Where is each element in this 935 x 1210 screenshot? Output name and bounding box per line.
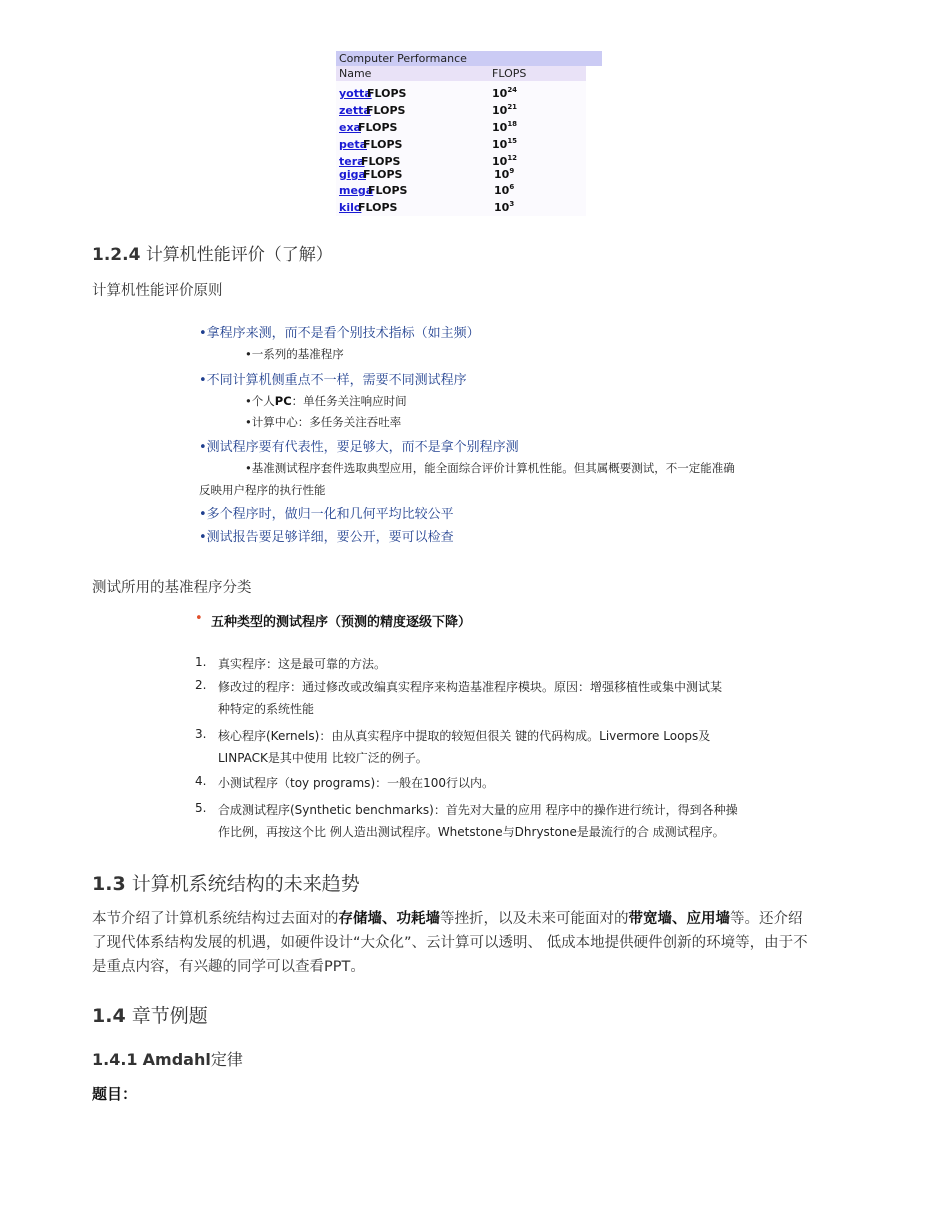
flops-value: $10^{12}$ — [492, 154, 518, 168]
bench-title: 五种类型的测试程序（预测的精度逐级下降） — [211, 615, 472, 630]
unit-label: FLOPS — [366, 104, 406, 117]
unit-label: FLOPS — [361, 155, 401, 168]
list-item-number: 1. — [195, 655, 207, 669]
principle-bullet-3: •测试程序要有代表性，要足够大，而不是拿个别程序测 — [199, 440, 519, 455]
section-heading-1-4-1 — [92, 1047, 243, 1070]
flops-table-title: Computer Performance — [336, 51, 602, 66]
principle-bullet-2: •不同计算机侧重点不一样，需要不同测试程序 — [199, 373, 467, 388]
section-title-latin: Amdahl — [142, 1050, 211, 1069]
principle-sub-3a-line2: 反映用户程序的执行性能 — [199, 483, 326, 497]
list-item-number: 5. — [195, 801, 207, 815]
principle-sub-1a: •一系列的基准程序 — [245, 347, 344, 361]
list-item-line: 修改过的程序：通过修改或改编真实程序来构造基准程序模块。原因：增强移植性或集中测试某 — [218, 680, 723, 694]
unit-label: FLOPS — [368, 184, 408, 197]
prefix-link[interactable]: yotta — [339, 87, 372, 100]
prefix-link[interactable]: zetta — [339, 104, 371, 117]
list-item-line: 真实程序：这是最可靠的方法。 — [218, 657, 387, 671]
section-title: 计算机系统结构的未来趋势 — [131, 873, 360, 895]
flops-table-header — [336, 66, 586, 81]
section-1-3-paragraph-line2: 了现代体系结构发展的机遇，如硬件设计“大众化”、云计算可以透明、 低成本地提供硬件创新的环境等，由于不 — [92, 935, 808, 951]
table-row — [336, 104, 586, 118]
table-row — [336, 168, 586, 182]
table-row — [336, 138, 586, 152]
table-row — [336, 155, 586, 169]
section-number: 1.2.4 — [92, 245, 141, 265]
list-item-line: 小测试程序（toy programs)：一般在100行以内。 — [218, 776, 495, 790]
principle-bullet-4: •多个程序时，做归一化和几何平均比较公平 — [199, 507, 454, 522]
prefix-link[interactable]: kilo — [339, 201, 362, 214]
flops-value: $10^3$ — [494, 200, 515, 214]
section-title: 章节例题 — [131, 1005, 208, 1027]
col-flops-header: FLOPS — [492, 67, 527, 80]
section-title: 计算机性能评价（了解） — [145, 245, 333, 265]
prefix-link[interactable]: exa — [339, 121, 361, 134]
section-heading-1-2-4 — [92, 240, 333, 265]
col-name-header: Name — [339, 67, 372, 80]
unit-label: FLOPS — [358, 121, 398, 134]
section-1-3-paragraph-line1: 本节介绍了计算机系统结构过去面对的存储墙、功耗墙等挫折，以及未来可能面对的带宽墙、应用墙等。还介绍 — [92, 911, 803, 927]
unit-label: FLOPS — [363, 138, 403, 151]
principle-sub-2a: •个人PC：单任务关注响应时间 — [245, 394, 407, 408]
principle-bullet-5: •测试报告要足够详细，要公开，要可以检查 — [199, 530, 454, 545]
table-row — [336, 121, 586, 135]
bench-bullet: • — [195, 611, 203, 626]
prefix-link[interactable]: tera — [339, 155, 365, 168]
flops-value: $10^{24}$ — [492, 86, 518, 100]
prefix-link[interactable]: giga — [339, 168, 366, 181]
list-item-line: 种特定的系统性能 — [218, 702, 315, 716]
principle-sub-3a-line1: •基准测试程序套件选取典型应用，能全面综合评价计算机性能。但其属概要测试，不一定能准确 — [245, 461, 735, 475]
flops-value: $10^{21}$ — [492, 103, 518, 117]
flops-value: $10^6$ — [494, 183, 515, 197]
prefix-link[interactable]: peta — [339, 138, 368, 151]
principle-sub-2b: •计算中心：多任务关注吞吐率 — [245, 415, 402, 429]
section-heading-1-4 — [92, 1001, 208, 1028]
principle-bullet-1: •拿程序来测，而不是看个别技术指标（如主频） — [199, 326, 480, 341]
section-heading-1-3 — [92, 869, 360, 896]
flops-value: $10^{18}$ — [492, 120, 518, 134]
unit-label: FLOPS — [363, 168, 403, 181]
section-number: 1.4.1 — [92, 1050, 138, 1069]
table-row — [336, 87, 586, 101]
list-item-line: 作比例，再按这个比 例人造出测试程序。Whetstone与Dhrystone是最流行的合 成测试程序。 — [218, 825, 725, 839]
bench-heading: 测试所用的基准程序分类 — [92, 580, 252, 596]
principles-heading: 计算机性能评价原则 — [92, 283, 223, 299]
flops-value: $10^{15}$ — [492, 137, 518, 151]
table-row — [336, 184, 586, 198]
section-title: 定律 — [210, 1050, 243, 1069]
list-item-line: LINPACK是其中使用 比较广泛的例子。 — [218, 751, 428, 765]
section-1-3-paragraph-line3: 是重点内容，有兴趣的同学可以查看PPT。 — [92, 959, 365, 975]
flops-value: $10^9$ — [494, 167, 515, 181]
list-item-line: 核心程序(Kernels)：由从真实程序中提取的较短但很关 键的代码构成。Livermore Loops及 — [218, 729, 711, 743]
unit-label: FLOPS — [367, 87, 407, 100]
table-row — [336, 201, 586, 215]
prefix-link[interactable]: mega — [339, 184, 374, 197]
unit-label: FLOPS — [358, 201, 398, 214]
list-item-line: 合成测试程序(Synthetic benchmarks)：首先对大量的应用 程序中的操作进行统计，得到各种操 — [218, 803, 738, 817]
section-number: 1.4 — [92, 1005, 126, 1027]
flops-table-body — [336, 81, 586, 216]
list-item-number: 4. — [195, 774, 207, 788]
section-number: 1.3 — [92, 873, 126, 895]
list-item-number: 2. — [195, 678, 207, 692]
list-item-number: 3. — [195, 727, 207, 741]
question-label: 题目： — [92, 1085, 138, 1103]
